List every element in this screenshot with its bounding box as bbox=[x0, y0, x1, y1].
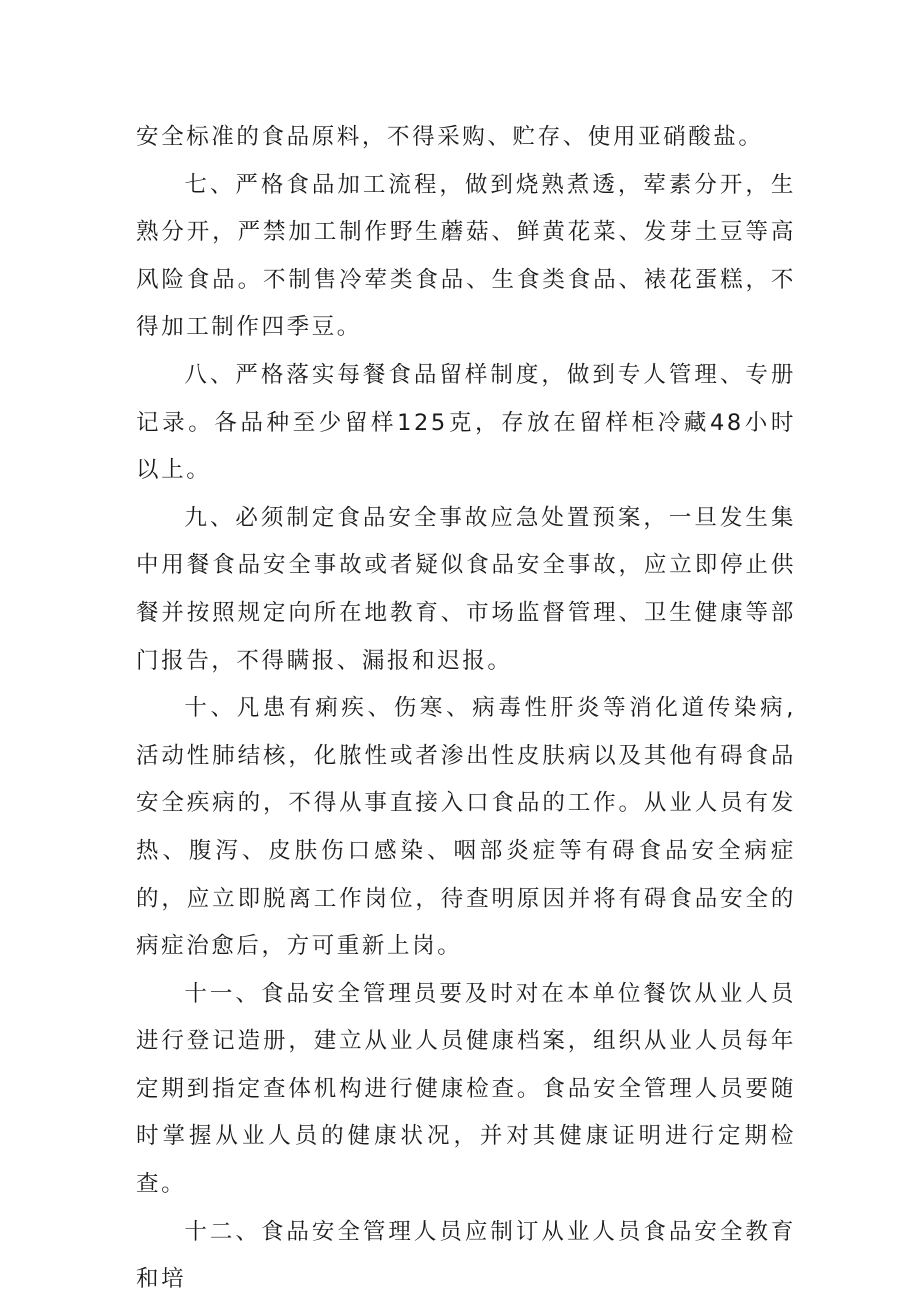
paragraph-item-9: 九、必须制定食品安全事故应急处置预案，一旦发生集中用餐食品安全事故或者疑似食品安全事故，应立即停止供餐并按照规定向所在地教育、市场监督管理、卫生健康等部门报告，不得瞒报、漏报和迟报。 bbox=[136, 504, 796, 674]
paragraph-continued: 安全标准的食品原料，不得采购、贮存、使用亚硝酸盐。 bbox=[136, 124, 764, 150]
paragraph-item-11: 十一、食品安全管理员要及时对在本单位餐饮从业人员进行登记造册，建立从业人员健康档案，组织从业人员每年定期到指定查体机构进行健康检查。食品安全管理人员要随时掌握从业人员的健康状况，并对其健康证明进行定期检查。 bbox=[136, 980, 796, 1198]
paragraph-item-10: 十、凡患有痢疾、伤寒、病毒性肝炎等消化道传染病,活动性肺结核，化脓性或者渗出性皮肤病以及其他有碍食品安全疾病的，不得从事直接入口食品的工作。从业人员有发热、腹泻、皮肤伤口感染、咽部炎症等有碍食品安全病症的，应立即脱离工作岗位，待查明原因并将有碍食品安全的病症治愈后，方可重新上岗。 bbox=[136, 695, 796, 960]
paragraph-item-7: 七、严格食品加工流程，做到烧熟煮透，荤素分开，生熟分开，严禁加工制作野生蘑菇、鲜黄花菜、发芽土豆等高风险食品。不制售冷荤类食品、生食类食品、裱花蛋糕，不得加工制作四季豆。 bbox=[136, 171, 796, 341]
document-body bbox=[136, 114, 796, 1304]
paragraph-item-12: 十二、食品安全管理人员应制订从业人员食品安全教育和培 bbox=[136, 1218, 796, 1293]
paragraph-item-8: 八、严格落实每餐食品留样制度，做到专人管理、专册记录。各品种至少留样125克，存放在留样柜冷藏48小时以上。 bbox=[136, 361, 796, 484]
